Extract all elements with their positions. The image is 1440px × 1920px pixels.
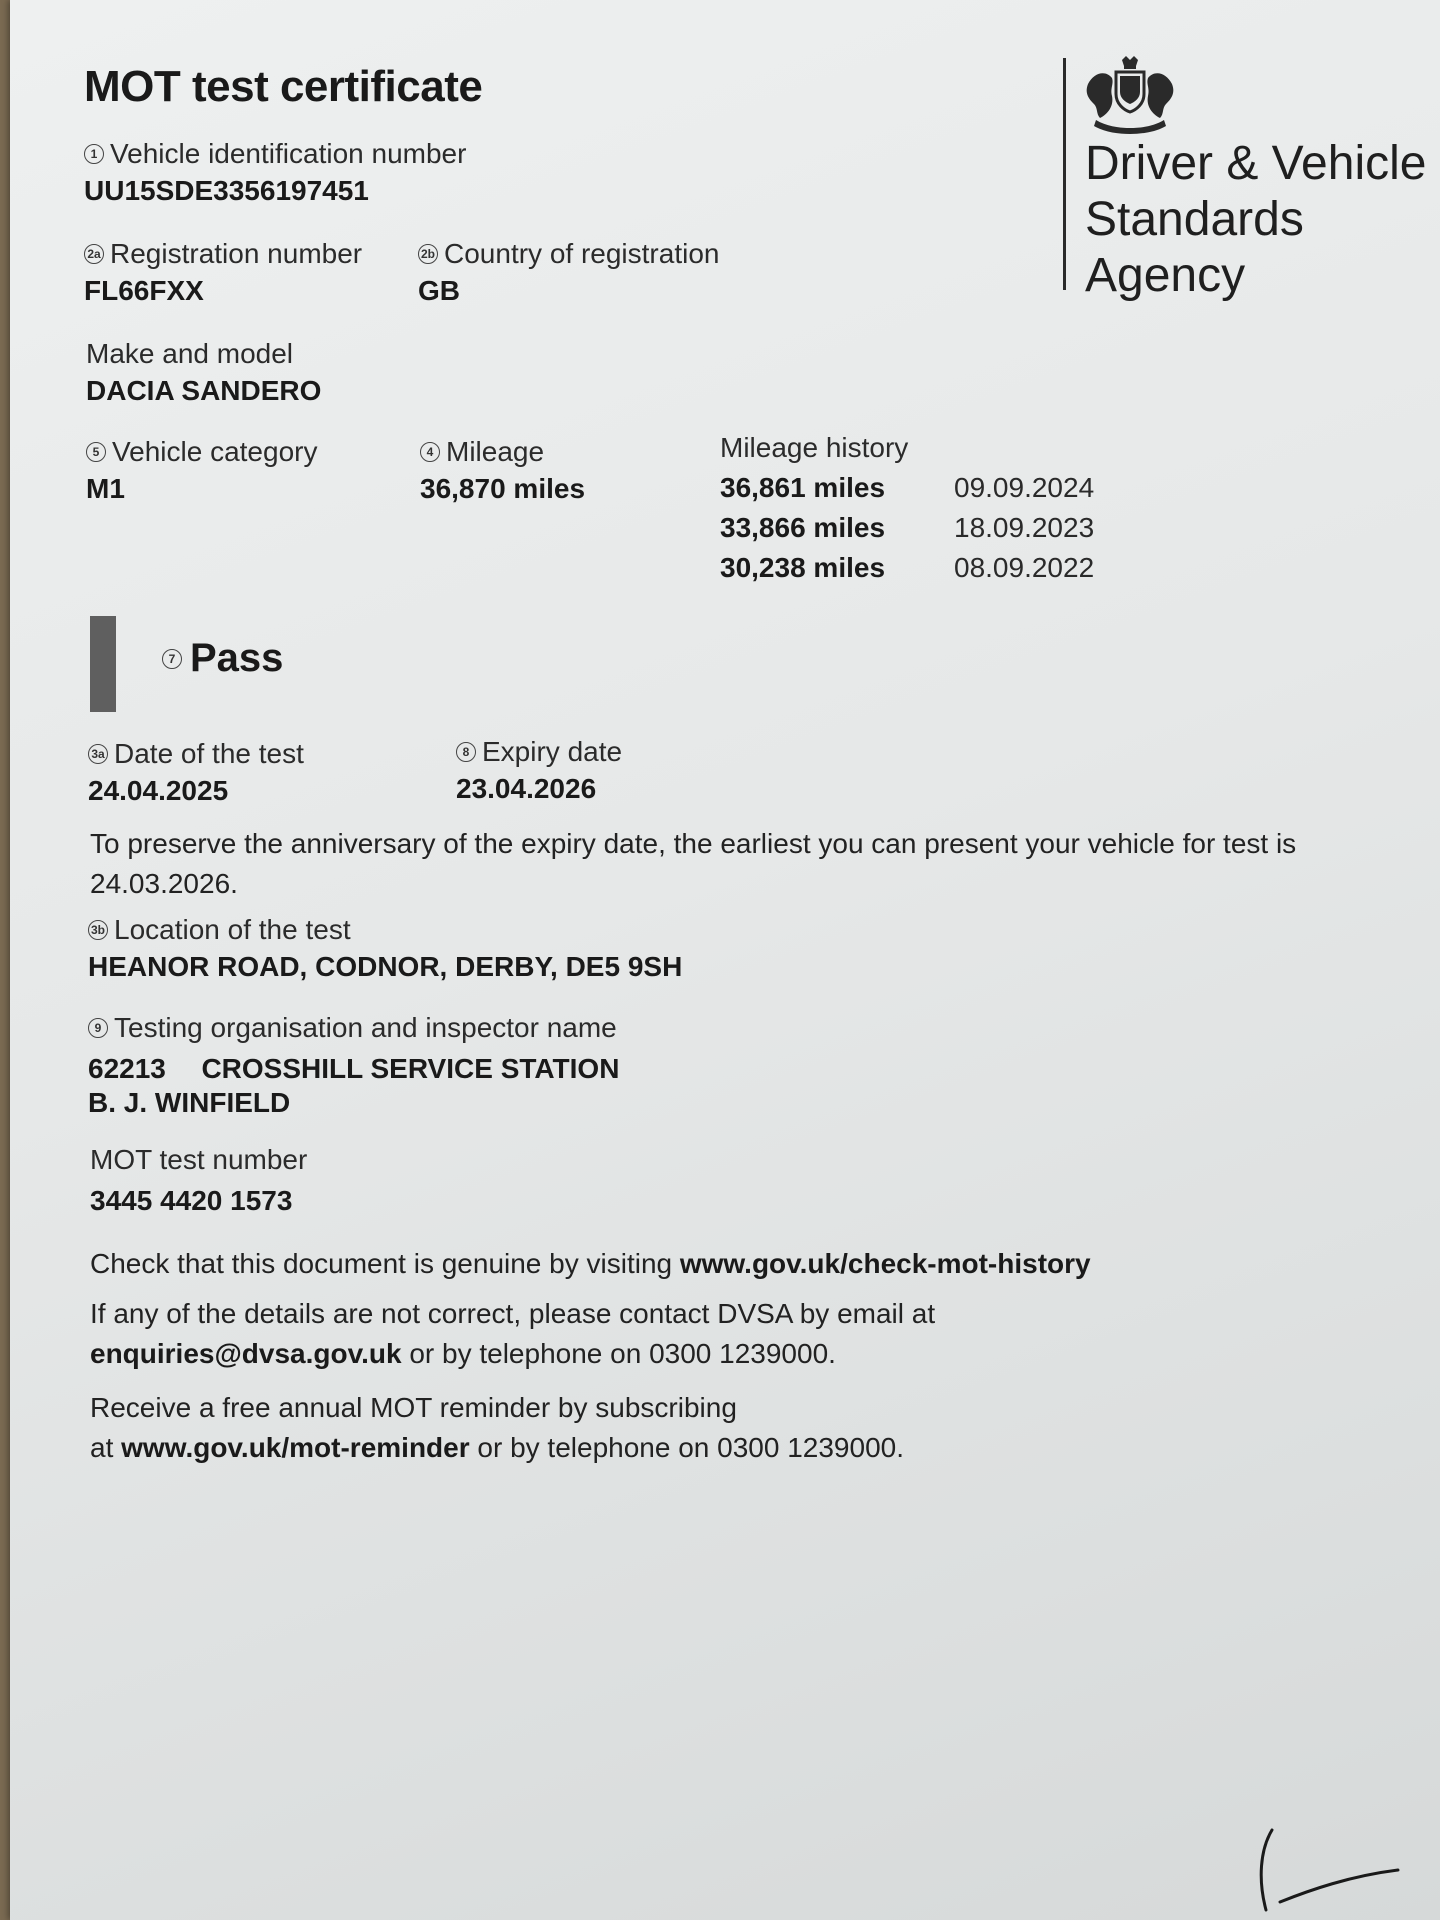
vin-label: Vehicle identification number xyxy=(110,138,467,169)
mileage-history-field xyxy=(720,430,908,466)
test-result xyxy=(162,636,283,681)
agency-name-line: Driver & Vehicle xyxy=(1085,137,1427,190)
page-title: MOT test certificate xyxy=(84,62,483,111)
contact-text-1: If any of the details are not correct, please contact DVSA by email at xyxy=(90,1298,936,1329)
royal-crest-icon xyxy=(1082,54,1178,134)
mileage-field xyxy=(420,434,585,508)
result-status-bar xyxy=(90,616,116,712)
registration-field xyxy=(84,236,362,310)
agency-name-line: Agency xyxy=(1085,249,1246,302)
mileage-history-label: Mileage history xyxy=(720,432,909,463)
site-number: 62213 xyxy=(88,1053,166,1084)
inspector-name: B. J. WINFIELD xyxy=(88,1087,291,1118)
agency-divider xyxy=(1063,58,1066,290)
location-label: Location of the test xyxy=(114,914,351,945)
table-row xyxy=(720,468,1094,508)
contact-text-2: or by telephone on 0300 1239000. xyxy=(401,1338,836,1369)
reminder-text-2: at xyxy=(90,1432,122,1463)
field-number-marker: 2b xyxy=(418,244,438,264)
make-model-label: Make and model xyxy=(86,338,294,369)
location-value: HEANOR ROAD, CODNOR, DERBY, DE5 9SH xyxy=(88,951,683,982)
check-mot-history-link[interactable]: www.gov.uk/check-mot-history xyxy=(679,1248,1091,1279)
anniversary-note: To preserve the anniversary of the expiry date, the earliest you can present your vehicle for test is 24.03.2026. xyxy=(90,828,1297,899)
history-date: 08.09.2022 xyxy=(954,552,1095,583)
field-number-marker: 8 xyxy=(456,742,476,762)
field-number-marker: 3b xyxy=(88,920,108,940)
make-model-value: DACIA SANDERO xyxy=(86,375,322,406)
table-row xyxy=(720,548,1094,588)
agency-name-line: Standards xyxy=(1085,193,1304,246)
field-number-marker: 7 xyxy=(162,649,182,669)
location-field xyxy=(88,912,682,986)
organisation-field xyxy=(88,1010,619,1120)
expiry-date-field xyxy=(456,734,622,808)
country-field xyxy=(418,236,719,310)
table-row xyxy=(720,508,1094,548)
field-number-marker: 3a xyxy=(88,744,108,764)
site-name: CROSSHILL SERVICE STATION xyxy=(201,1053,620,1084)
field-number-marker: 9 xyxy=(88,1018,108,1038)
vin-value: UU15SDE3356197451 xyxy=(84,175,369,206)
field-number-marker: 4 xyxy=(420,442,440,462)
test-date-label: Date of the test xyxy=(114,738,304,769)
registration-value: FL66FXX xyxy=(84,275,204,306)
make-model-field xyxy=(86,336,321,410)
contact-text xyxy=(90,1294,935,1374)
test-number-value: 3445 4420 1573 xyxy=(90,1185,293,1216)
expiry-date-label: Expiry date xyxy=(482,736,623,767)
reminder-text-1: Receive a free annual MOT reminder by subscribing xyxy=(90,1392,737,1423)
field-number-marker: 2a xyxy=(84,244,104,264)
test-date-value: 24.04.2025 xyxy=(88,775,229,806)
test-date-field xyxy=(88,736,304,810)
test-number-field xyxy=(90,1142,307,1220)
mot-reminder-link[interactable]: www.gov.uk/mot-reminder xyxy=(121,1432,470,1463)
agency-name xyxy=(1085,136,1426,304)
test-number-label: MOT test number xyxy=(90,1144,308,1175)
country-label: Country of registration xyxy=(444,238,720,269)
registration-label: Registration number xyxy=(110,238,363,269)
check-genuine-text xyxy=(90,1244,1091,1284)
organisation-label: Testing organisation and inspector name xyxy=(114,1012,617,1043)
field-number-marker: 1 xyxy=(84,144,104,164)
history-date: 09.09.2024 xyxy=(954,472,1095,503)
mileage-value: 36,870 miles xyxy=(420,473,586,504)
reminder-text-3: or by telephone on 0300 1239000. xyxy=(469,1432,904,1463)
history-miles: 36,861 miles xyxy=(720,472,886,503)
check-text: Check that this document is genuine by visiting xyxy=(90,1248,680,1279)
category-value: M1 xyxy=(86,473,125,504)
field-number-marker: 5 xyxy=(86,442,106,462)
history-date: 18.09.2023 xyxy=(954,512,1095,543)
contact-email-link[interactable]: enquiries@dvsa.gov.uk xyxy=(90,1338,402,1369)
history-miles: 33,866 miles xyxy=(720,512,886,543)
handwritten-signature xyxy=(1230,1810,1410,1920)
certificate-page xyxy=(10,0,1440,1920)
result-value: Pass xyxy=(190,636,284,680)
mileage-history-table xyxy=(720,468,1094,588)
vin-field xyxy=(84,136,466,210)
mileage-label: Mileage xyxy=(446,436,545,467)
category-label: Vehicle category xyxy=(112,436,318,467)
country-value: GB xyxy=(418,275,460,306)
reminder-text xyxy=(90,1388,904,1468)
expiry-date-value: 23.04.2026 xyxy=(456,773,597,804)
category-field xyxy=(86,434,317,508)
history-miles: 30,238 miles xyxy=(720,552,886,583)
